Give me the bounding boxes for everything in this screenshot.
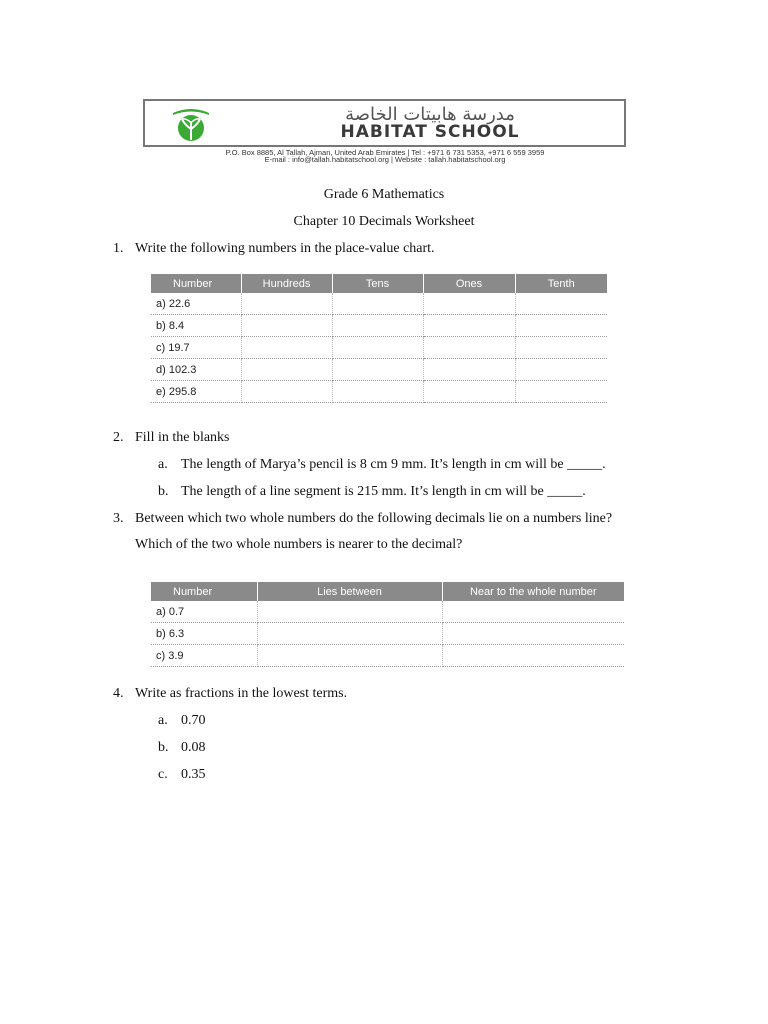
table-row xyxy=(151,337,607,359)
table-row xyxy=(151,623,624,645)
table-header-row xyxy=(151,274,607,293)
answer-cell[interactable] xyxy=(332,337,423,359)
number-cell: a) 0.7 xyxy=(151,601,257,623)
q3-text-line-2: Which of the two whole numbers is nearer to the decimal? xyxy=(135,537,463,552)
table-row xyxy=(151,601,624,623)
table-row xyxy=(151,381,607,403)
answer-cell[interactable] xyxy=(241,337,332,359)
number-cell: a) 22.6 xyxy=(151,293,241,315)
answer-cell[interactable] xyxy=(257,623,442,645)
number-cell: d) 102.3 xyxy=(151,359,241,381)
answer-cell[interactable] xyxy=(442,601,624,623)
q1-text: Write the following numbers in the place-value chart. xyxy=(135,241,435,256)
table-row xyxy=(151,315,607,337)
answer-cell[interactable] xyxy=(442,645,624,667)
answer-cell[interactable] xyxy=(241,381,332,403)
school-name: HABITAT SCHOOL xyxy=(340,122,520,142)
answer-cell[interactable] xyxy=(515,359,607,381)
q1-number: 1. xyxy=(113,241,124,256)
column-header: Number xyxy=(151,582,257,601)
worksheet-title: Grade 6 Mathematics xyxy=(323,187,445,202)
q2-text: Fill in the blanks xyxy=(135,430,230,445)
q2-item-text: The length of Marya’s pencil is 8 cm 9 mm. It’s length in cm will be _____. xyxy=(181,457,606,472)
column-header: Near to the whole number xyxy=(442,582,624,601)
answer-cell[interactable] xyxy=(515,315,607,337)
column-header: Number xyxy=(151,274,241,293)
worksheet-subtitle: Chapter 10 Decimals Worksheet xyxy=(293,214,475,229)
number-cell: b) 6.3 xyxy=(151,623,257,645)
answer-cell[interactable] xyxy=(423,359,515,381)
answer-cell[interactable] xyxy=(332,315,423,337)
q2-number: 2. xyxy=(113,430,124,445)
column-header: Hundreds xyxy=(241,274,332,293)
answer-cell[interactable] xyxy=(515,293,607,315)
school-name-arabic: مدرسة هابيتات الخاصة xyxy=(345,104,515,125)
column-header: Lies between xyxy=(257,582,442,601)
q2-item-text: The length of a line segment is 215 mm. It’s length in cm will be _____. xyxy=(181,484,586,499)
answer-cell[interactable] xyxy=(257,601,442,623)
place-value-table xyxy=(151,274,607,403)
q2-item-letter: b. xyxy=(158,484,169,499)
answer-cell[interactable] xyxy=(423,315,515,337)
answer-cell[interactable] xyxy=(257,645,442,667)
q4-item-letter: a. xyxy=(158,713,168,728)
leaf-logo-icon xyxy=(169,107,213,143)
contact-line-2: E-mail : info@tallah.habitatschool.org | Website : tallah.habitatschool.org xyxy=(264,155,506,164)
column-header: Tenth xyxy=(515,274,607,293)
q4-item-letter: b. xyxy=(158,740,169,755)
number-cell: b) 8.4 xyxy=(151,315,241,337)
answer-cell[interactable] xyxy=(332,359,423,381)
table-row xyxy=(151,293,607,315)
q3-text-line-1: Between which two whole numbers do the following decimals lie on a numbers line? xyxy=(135,511,613,526)
whole-number-table xyxy=(151,582,624,667)
answer-cell[interactable] xyxy=(332,381,423,403)
table-row xyxy=(151,645,624,667)
contact-line-1: P.O. Box 8885, Al Tallah, Ajman, United Arab Emirates | Tel : +971 6 731 5353, +971 6 559 3959 xyxy=(225,148,545,157)
q4-text: Write as fractions in the lowest terms. xyxy=(135,686,348,701)
q4-item-text: 0.70 xyxy=(181,713,206,728)
q4-item-text: 0.08 xyxy=(181,740,206,755)
answer-cell[interactable] xyxy=(515,337,607,359)
q4-number: 4. xyxy=(113,686,124,701)
table-header-row xyxy=(151,582,624,601)
answer-cell[interactable] xyxy=(423,337,515,359)
number-cell: c) 3.9 xyxy=(151,645,257,667)
table-row xyxy=(151,359,607,381)
q4-item-letter: c. xyxy=(158,767,168,782)
letterhead xyxy=(143,99,626,147)
number-cell: e) 295.8 xyxy=(151,381,241,403)
answer-cell[interactable] xyxy=(241,359,332,381)
column-header: Tens xyxy=(332,274,423,293)
q2-item-letter: a. xyxy=(158,457,168,472)
answer-cell[interactable] xyxy=(423,381,515,403)
answer-cell[interactable] xyxy=(332,293,423,315)
column-header: Ones xyxy=(423,274,515,293)
answer-cell[interactable] xyxy=(442,623,624,645)
answer-cell[interactable] xyxy=(241,315,332,337)
answer-cell[interactable] xyxy=(423,293,515,315)
q4-item-text: 0.35 xyxy=(181,767,206,782)
answer-cell[interactable] xyxy=(515,381,607,403)
q3-number: 3. xyxy=(113,511,124,526)
answer-cell[interactable] xyxy=(241,293,332,315)
number-cell: c) 19.7 xyxy=(151,337,241,359)
